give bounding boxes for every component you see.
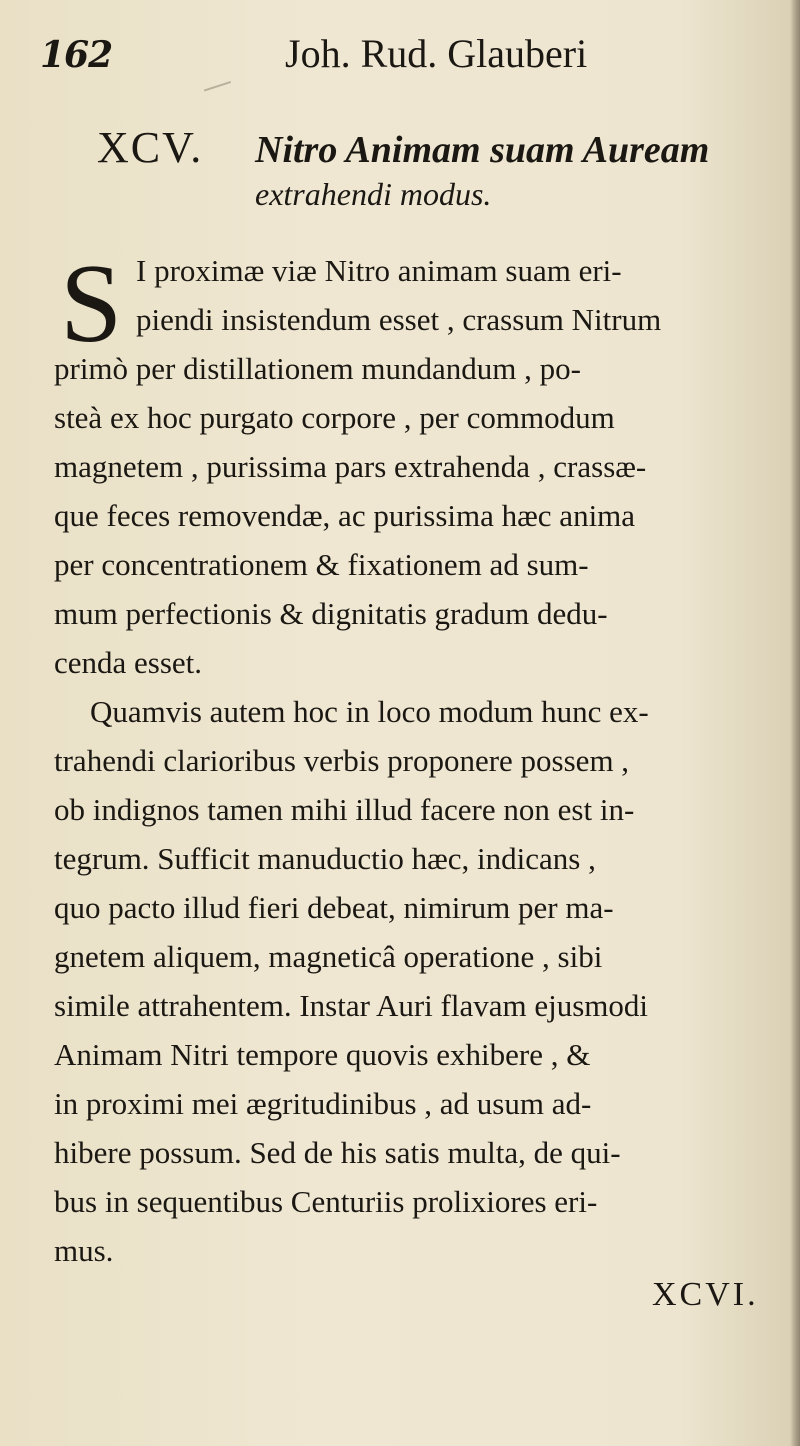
text-line: hibere possum. Sed de his satis multa, de qui- bbox=[54, 1135, 621, 1170]
chapter-heading bbox=[97, 122, 777, 172]
text-line: cenda esset. bbox=[54, 645, 203, 680]
text-line: piendi insistendum esset , crassum Nitrum bbox=[136, 302, 662, 337]
text-line: gnetem aliquem, magneticâ operatione , sibi bbox=[54, 939, 603, 974]
body-text bbox=[54, 242, 794, 1275]
text-line: ob indignos tamen mihi illud facere non est in- bbox=[54, 792, 635, 827]
drop-cap: S bbox=[60, 242, 123, 366]
running-head bbox=[40, 30, 760, 90]
text-line: simile attrahentem. Instar Auri flavam ejusmodi bbox=[54, 988, 649, 1023]
text-line: quo pacto illud fieri debeat, nimirum per ma- bbox=[54, 890, 614, 925]
paragraph-start-line: Quamvis autem hoc in loco modum hunc ex- bbox=[90, 694, 649, 729]
chapter-number: XCV. bbox=[97, 123, 204, 172]
text-line: primò per distillationem mundandum , po- bbox=[54, 351, 581, 386]
catchword: XCVI. bbox=[652, 1276, 759, 1313]
text-line: mum perfectionis & dignitatis gradum dedu- bbox=[54, 596, 608, 631]
text-line: tegrum. Sufficit manuductio hæc, indicans , bbox=[54, 841, 596, 876]
text-line: que feces removendæ, ac purissima hæc anima bbox=[54, 498, 636, 533]
text-line: magnetem , purissima pars extrahenda , crassæ- bbox=[54, 449, 647, 484]
chapter-subtitle: extrahendi modus. bbox=[255, 176, 492, 212]
chapter-title: Nitro Animam suam Auream bbox=[255, 129, 710, 171]
running-title: Joh. Rud. Glauberi bbox=[285, 31, 588, 76]
text-line: I proximæ viæ Nitro animam suam eri- bbox=[136, 253, 622, 288]
text-line: Animam Nitri tempore quovis exhibere , & bbox=[54, 1037, 591, 1072]
text-line: per concentrationem & fixationem ad sum- bbox=[54, 547, 589, 582]
text-line: steà ex hoc purgato corpore , per commodum bbox=[54, 400, 615, 435]
text-line: trahendi clarioribus verbis proponere possem , bbox=[54, 743, 630, 778]
text-line: bus in sequentibus Centuriis prolixiores eri- bbox=[54, 1184, 598, 1219]
page-number: 162 bbox=[40, 34, 113, 76]
text-line: mus. bbox=[54, 1233, 114, 1268]
text-line: in proximi mei ægritudinibus , ad usum ad- bbox=[54, 1086, 592, 1121]
